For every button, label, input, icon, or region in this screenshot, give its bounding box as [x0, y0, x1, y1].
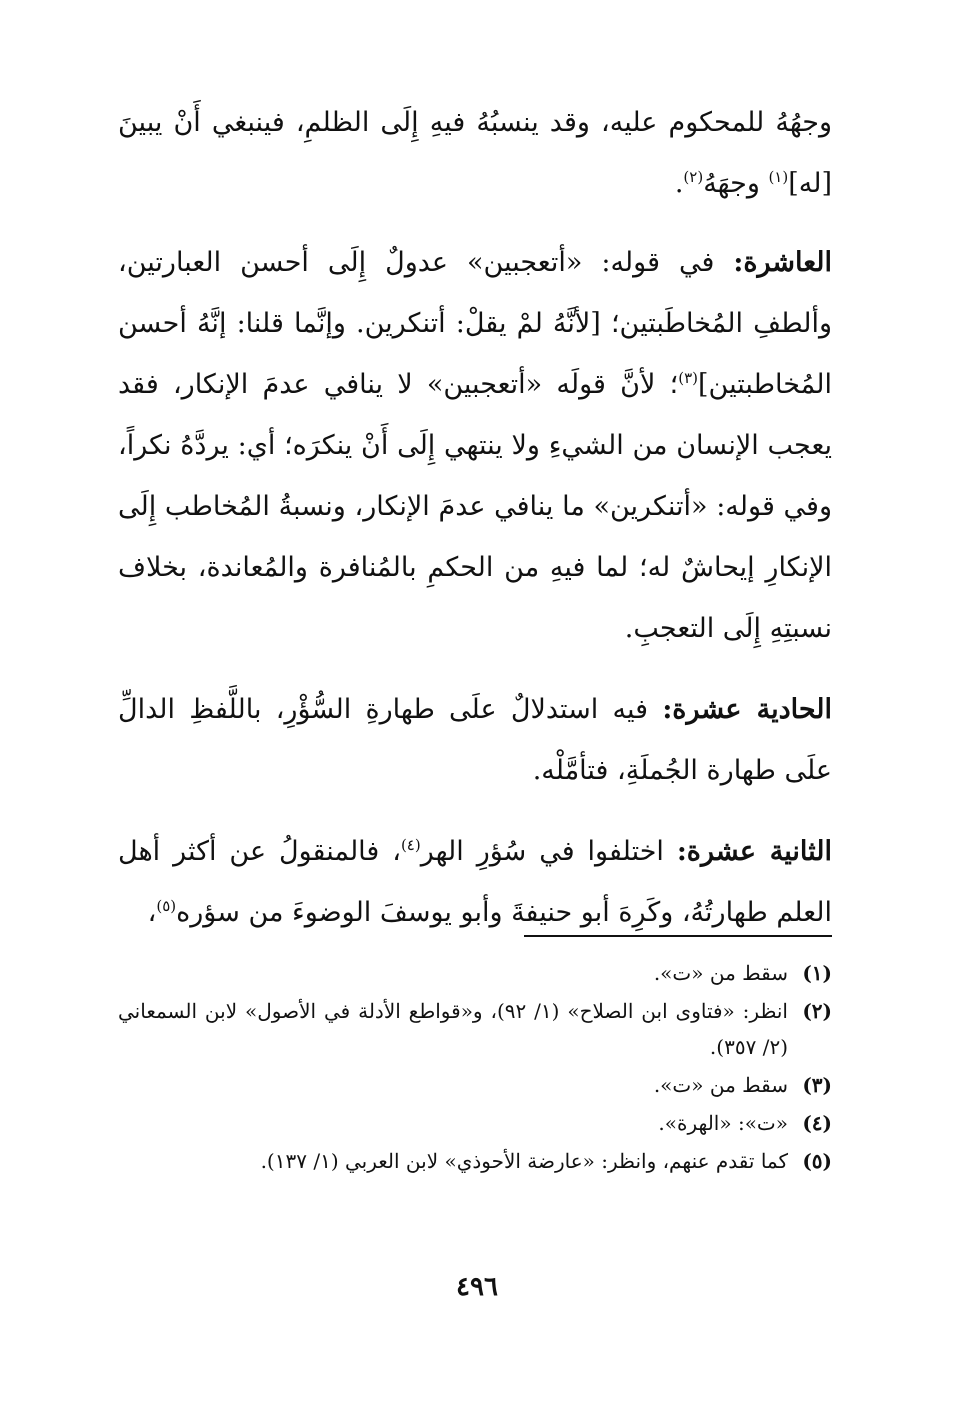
footnote-ref-3: (٣): [678, 369, 698, 387]
footnote-number: (٤): [802, 1111, 832, 1135]
paragraph-tail: ،: [147, 897, 157, 928]
footnote-4: [118, 1105, 832, 1141]
footnote-ref-2: (٢): [683, 168, 704, 186]
paragraph-12th: [118, 821, 832, 943]
paragraph-text: في قوله: «أتعجبين» عدولٌ إِلَى أحسن العبارتين، وألطفِ المُخاطَبتين؛ [لأنَّهُ لمْ يقلْ: أتنكرين. وإنَّما قلنا: إنَّهُ أحسن المُخاطبتين]: [118, 247, 832, 400]
footnote-number: (١): [802, 961, 832, 985]
footnote-number: (٢): [802, 999, 832, 1023]
footnote-text: كما تقدم عنهم، وانظر: «عارضة الأحوذي» لابن العربي (١/ ١٣٧).: [260, 1149, 788, 1173]
footnote-text: «ت»: «الهرة».: [658, 1111, 788, 1135]
footnote-5: [118, 1143, 832, 1179]
footnote-ref-1: (١): [768, 168, 789, 186]
paragraph-text-2: وجهَهُ: [703, 168, 769, 199]
footnote-2: [118, 993, 832, 1065]
paragraph-text: وجهُهُ للمحكوم عليه، وقد ينسبُهُ فيهِ إِلَى الظلمِ، فينبغي أَنْ يبينَ [له]: [118, 107, 832, 199]
footnote-separator: [524, 935, 832, 937]
page-number: ٤٩٦: [456, 1272, 498, 1302]
paragraph-text: اختلفوا في سُؤرِ الهر: [420, 836, 677, 867]
section-heading-11: الحادية عشرة:: [662, 694, 832, 725]
footnote-text: انظر: «فتاوى ابن الصلاح» (١/ ٩٢)، و«قواطع الأدلة في الأصول» لابن السمعاني (٢/ ٣٥٧).: [118, 999, 788, 1059]
footnotes: [118, 955, 832, 1181]
paragraph-tail: .: [674, 168, 684, 199]
main-text: [118, 92, 832, 963]
footnote-ref-5: (٥): [156, 897, 177, 915]
paragraph-text: فيه استدلالٌ علَى طهارةِ السُّؤْرِ، باللَّفظِ الدالِّ علَى طهارة الجُملَةِ، فتأمَّلْه.: [118, 694, 832, 786]
footnote-1: [118, 955, 832, 991]
paragraph-1: [118, 92, 832, 214]
footnote-text: سقط من «ت».: [653, 961, 788, 985]
footnote-number: (٣): [802, 1073, 832, 1097]
paragraph-11th: [118, 679, 832, 801]
paragraph-10th: [118, 232, 832, 659]
section-heading-12: الثانية عشرة:: [676, 836, 832, 867]
footnote-ref-4: (٤): [400, 836, 421, 854]
paragraph-tail: ؛ لأنَّ قولَه «أتعجبين» لا ينافي عدمَ الإنكار، فقد يعجب الإنسان من الشيءِ ولا ينتهي إِلَى أَنْ ينكرَه؛ أي: يردَّهُ نكراً، وفي قوله: «أتنكرين» ما ينافي عدمَ الإنكار، ونسبةُ المُخاطب إِلَى الإنكارِ إيحاشٌ له؛ لما فيهِ من الحكمِ بالمُنافرة والمُعاندة، بخلاف نسبتِهِ إِلَى التعجبِ.: [118, 369, 832, 644]
section-heading-10: العاشرة:: [733, 247, 832, 278]
footnote-number: (٥): [802, 1149, 832, 1173]
footnote-text: سقط من «ت».: [653, 1073, 788, 1097]
paragraph-text-2: ، فالمنقولُ عن أكثر أهل العلم طهارتُهُ، وكَرِهَ أبو حنيفةَ وأبو يوسفَ الوضوءَ من سؤره: [118, 836, 832, 928]
footnote-3: [118, 1067, 832, 1103]
